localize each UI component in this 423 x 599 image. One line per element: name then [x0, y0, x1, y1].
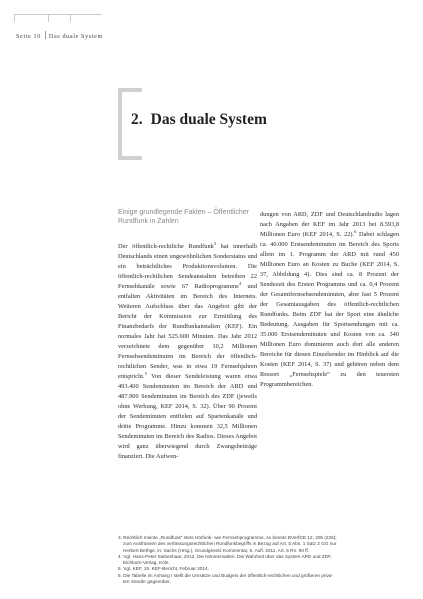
footnote-line: 3. Rechtlich meinte „Rundfunk“ stets Hörfunk- wie Fernsehprogramme, so bereits BVerfGE 12, 205 (226); — [118, 535, 337, 540]
footnote-line: 6. Die Tabelle im Anhang I stellt die Umsätze und Budgets der öffentlich-rechtlichen und größeren priva- — [118, 572, 334, 578]
footnote-ref-3: 3 — [213, 240, 217, 246]
chapter-title — [131, 111, 267, 129]
top-left-rule-horizontal — [14, 14, 102, 15]
body-column-right — [260, 210, 399, 390]
top-left-tick-2 — [70, 14, 71, 22]
chapter-bracket-bottom — [118, 156, 142, 160]
top-left-tick-1 — [48, 14, 49, 22]
footnote-line: 4. Vgl. Hans-Peter Siebenhaar, 2012, Die Nimmersatten. Die Wahrheit über das System ARD und ZDF, — [118, 553, 332, 559]
footnote-line: zum Ausfransen des verfassungsrechtlichen Rundfunkbegriffs in Bezug auf Art. 5 Abs. 1 Satz 2 GG nur — [123, 541, 337, 547]
chapter-title-text: Das duale System — [150, 111, 267, 128]
body-text: Der öffentlich-rechtliche Rundfunk — [118, 243, 214, 250]
footnote-ref-5: 5 — [144, 371, 147, 377]
body-text: und entfalten Aktivitäten im Bereich des Internets. Weiteren Aufschluss über das Angebot gibt der Bericht der Kommission zur Ermittlung des Finanzbedarfs der Rundfunkanstalten (KEF). Ein normales Jahr hat 525.600 Minuten. Das Jahr 2012 verzeichnete dem gegenüber 10,2 Millionen Fernsehsendeminuten im Bereich der öffentlich-rechtlichen Sender, was in etwa 19 Fernsehjahren entspricht. — [118, 283, 257, 381]
footnote-line: 5. Vgl. KEF, 19. KEF-Bericht, Februar 2014. — [118, 566, 209, 572]
body-paragraph — [260, 210, 399, 390]
chapter-number: 2. — [131, 111, 143, 128]
page-number: Seite 10 — [16, 33, 41, 40]
section-heading: Einige grundlegende Fakten – Öffentlicher Rundfunk in Zahlen — [118, 209, 250, 225]
running-head — [16, 31, 103, 40]
footnote-line: Eichborn-Verlag, Köln. — [123, 560, 170, 566]
running-head-title: Das duale System — [48, 33, 103, 40]
footnote-ref-4: 4 — [238, 280, 242, 286]
footnote-line: ten Sender gegenüber. — [123, 579, 171, 585]
body-text: Dabei schlagen ca. 40.000 Erstsendeminuten im Bereich des Sports allein im 1. Programm der ARD mit rund 450 Millionen Euro an Kosten zu Buche (KEF 2014, S. 37, Abbildung 4). Dies sind ca. 8 Prozent der Sendezeit des Ersten Programms und ca. 0,4 Prozent der Gesamtfernsehsendeminuten, aber fast 5 Prozent der Gesamtausgaben des öffentlich-rechtlichen Rundfunks. Beim ZDF hat der Sport eine ähnliche Bedeutung. Ausgaben für Sportsendungen mit ca. 35.000 Erstsendeminuten und Kosten von ca. 340 Millionen Euro dominieren auch dort alle anderen Bereiche für diesen Einzelsender im Hinblick auf die Kosten (KEF 2014, S. 37) und gehören neben dem Ressort „Fernsehspiele“ zu den teuersten Programmbereichen. — [260, 231, 400, 389]
body-text: hat innerhalb Deutschlands einen ungewöhnlichen Sonderstatus und ein beträchtliches Produktionsvolumen. Die öffentlich-rechtlichen Sendeanstalten betreiben 22 Fernsehkanäle sowie 67 Radioprogramme — [118, 243, 257, 291]
body-column-left — [118, 242, 257, 462]
body-text: dungen von ARD, ZDF und Deutschlandradio lagen nach Angaben der KEF im Jahr 2013 bei 8.593,8 Millionen Euro (KEF 2014, S. 22). — [260, 211, 399, 239]
footnote-line: Herbert Bethge, in: Sachs (Hrsg.), Grundgesetz Kommentar, 6. Aufl. 2011, Art. 5 Rn. 90 ff. — [123, 547, 310, 553]
body-text: Von dieser Sendeleistung waren etwa 493.400 Sendeminuten im Bereich der ARD und 487.900 Sendeminuten im Bereich des ZDF (jeweils ohne Werbung, KEF 2014, S. 32). Über 90 Prozent der Sendeminuten entfielen auf Spartenkanäle und dritte Programme. Hinzu kommen 32,5 Millionen Sendeminuten im Bereich des Radios. Dieses Angebot wird ganz überwiegend durch Zwangsbeiträge finanziert. Die Aufwen- — [118, 373, 257, 461]
footnote-ref-6: 6 — [354, 228, 357, 234]
top-left-rule-vertical — [14, 14, 15, 22]
footnotes — [118, 535, 403, 585]
chapter-bracket-left — [118, 88, 122, 160]
running-head-divider — [45, 31, 46, 39]
body-paragraph — [118, 242, 257, 462]
